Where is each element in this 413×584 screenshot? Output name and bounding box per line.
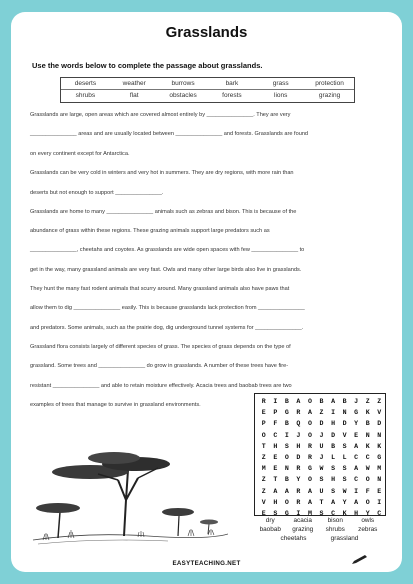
word-search-row bbox=[255, 497, 385, 508]
word-list-item: cheetahs bbox=[280, 535, 307, 542]
word-search-letter: B bbox=[284, 420, 289, 428]
word-bank-word: grazing bbox=[318, 92, 341, 99]
word-search-letter: U bbox=[319, 442, 324, 450]
word-bank bbox=[60, 77, 355, 103]
word-search-letter: A bbox=[307, 409, 312, 417]
word-search-letter: H bbox=[273, 442, 278, 450]
word-search-letter: O bbox=[307, 476, 312, 484]
word-search-letter: K bbox=[365, 409, 370, 417]
word-search-letter: E bbox=[273, 465, 278, 473]
word-search-letter: N bbox=[342, 409, 347, 417]
word-search-letter: O bbox=[365, 498, 370, 506]
word-search-letter: J bbox=[354, 398, 359, 406]
word-search-letter: A bbox=[354, 442, 359, 450]
word-search-letter: H bbox=[296, 442, 301, 450]
passage-line: resistant _______________ and able to retain moisture effectively. Acacia trees and baobab trees are two bbox=[30, 383, 292, 389]
word-bank-word: shrubs bbox=[75, 92, 96, 99]
word-search-letter: S bbox=[331, 465, 336, 473]
word-search-letter: N bbox=[377, 476, 382, 484]
word-list-item: grassland bbox=[330, 535, 359, 542]
word-search-row bbox=[255, 486, 385, 497]
word-search-letter: B bbox=[342, 398, 347, 406]
word-search-letter: Z bbox=[319, 409, 324, 417]
word-bank-word: burrows bbox=[171, 80, 195, 87]
word-search-letter: B bbox=[284, 476, 289, 484]
word-search-letter: Z bbox=[377, 398, 382, 406]
word-search-letter: M bbox=[307, 509, 312, 517]
word-search-letter: T bbox=[319, 498, 324, 506]
word-list-row bbox=[254, 516, 384, 525]
word-search-letter: E bbox=[261, 509, 266, 517]
word-search-letter: Z bbox=[261, 487, 266, 495]
passage-line: examples of trees that manage to survive in grassland environments. bbox=[30, 402, 201, 408]
word-search-letter: V bbox=[342, 431, 347, 439]
word-search-letter: R bbox=[307, 442, 312, 450]
word-bank-word: grass bbox=[272, 80, 289, 87]
word-search-letter: F bbox=[273, 420, 278, 428]
word-search-letter: B bbox=[365, 420, 370, 428]
word-search-letter: A bbox=[284, 487, 289, 495]
word-search-letter: M bbox=[377, 465, 382, 473]
word-search-letter: O bbox=[261, 431, 266, 439]
word-bank-word: deserts bbox=[74, 80, 97, 87]
word-search-letter: C bbox=[354, 454, 359, 462]
word-list-item: baobab bbox=[259, 526, 281, 533]
word-search-letter: J bbox=[319, 454, 324, 462]
word-search-row bbox=[255, 441, 385, 452]
word-bank-word: lions bbox=[274, 92, 288, 99]
word-search-letter: C bbox=[273, 431, 278, 439]
word-search-letter: A bbox=[354, 498, 359, 506]
word-search-letter: R bbox=[307, 454, 312, 462]
passage-line: _______________, cheetahs and coyotes. As grasslands are wide open spaces with few _______________ to bbox=[30, 247, 305, 253]
word-search-letter: O bbox=[307, 398, 312, 406]
word-search-letter: M bbox=[261, 465, 266, 473]
savanna-trees-illustration bbox=[28, 440, 228, 550]
word-search-letter: P bbox=[261, 420, 266, 428]
word-search-letter: D bbox=[319, 420, 324, 428]
passage-line: deserts but not enough to support _______________. bbox=[30, 190, 164, 196]
word-search-letter: G bbox=[354, 409, 359, 417]
word-search-letter: G bbox=[307, 465, 312, 473]
word-list-item: dry bbox=[265, 517, 275, 524]
word-search-letter: W bbox=[342, 487, 347, 495]
word-search-letter: V bbox=[261, 498, 266, 506]
word-list-row bbox=[254, 534, 384, 543]
word-search-letter: C bbox=[365, 454, 370, 462]
word-search-letter: K bbox=[377, 442, 382, 450]
instructions: Use the words below to complete the passage about grasslands. bbox=[32, 61, 263, 70]
word-search-letter: D bbox=[377, 420, 382, 428]
word-search-letter: W bbox=[365, 465, 370, 473]
word-search-letter: S bbox=[319, 476, 324, 484]
word-search-letter: N bbox=[284, 465, 289, 473]
word-list-item: shrubs bbox=[325, 526, 345, 533]
word-search-row bbox=[255, 407, 385, 418]
word-search-letter: R bbox=[261, 398, 266, 406]
word-list-item: acacia bbox=[293, 517, 312, 524]
word-bank-word: flat bbox=[129, 92, 139, 99]
passage-line: Grassland flora consists largely of different species of grass. The species of grass depends on the type of bbox=[30, 344, 291, 350]
word-search-letter: I bbox=[273, 398, 278, 406]
word-search-letter: Z bbox=[261, 454, 266, 462]
word-search-word-list bbox=[254, 516, 384, 543]
word-search-letter: A bbox=[307, 487, 312, 495]
word-search-grid bbox=[254, 393, 386, 516]
word-search-letter: O bbox=[284, 498, 289, 506]
word-search-letter: S bbox=[342, 442, 347, 450]
word-list-row bbox=[254, 525, 384, 534]
word-search-letter: Z bbox=[261, 476, 266, 484]
word-search-letter: Y bbox=[296, 476, 301, 484]
word-search-letter: D bbox=[296, 454, 301, 462]
word-search-letter: O bbox=[307, 431, 312, 439]
word-search-letter: A bbox=[354, 465, 359, 473]
word-search-letter: J bbox=[319, 431, 324, 439]
word-search-letter: R bbox=[296, 487, 301, 495]
word-search-letter: A bbox=[331, 498, 336, 506]
word-search-letter: V bbox=[377, 409, 382, 417]
word-search-letter: K bbox=[365, 442, 370, 450]
page-title: Grasslands bbox=[165, 24, 248, 41]
word-search-row bbox=[255, 396, 385, 407]
word-bank-word: weather bbox=[122, 80, 146, 87]
word-search-letter: T bbox=[273, 476, 278, 484]
word-search-letter: A bbox=[307, 498, 312, 506]
word-search-letter: N bbox=[377, 431, 382, 439]
word-list-item: owls bbox=[361, 517, 375, 524]
word-search-letter: F bbox=[365, 487, 370, 495]
passage-line: abundance of grass within these regions. These grazing animals support large predators such as bbox=[30, 228, 270, 234]
word-search-letter: S bbox=[342, 465, 347, 473]
word-search-row bbox=[255, 418, 385, 429]
word-search-letter: S bbox=[319, 509, 324, 517]
word-search-letter: S bbox=[331, 487, 336, 495]
word-search-letter: Y bbox=[365, 509, 370, 517]
word-search-letter: H bbox=[273, 498, 278, 506]
word-search-letter: A bbox=[331, 398, 336, 406]
word-search-letter: Y bbox=[354, 420, 359, 428]
word-search-letter: I bbox=[377, 498, 382, 506]
word-search-letter: Z bbox=[365, 398, 370, 406]
word-search-letter: D bbox=[342, 420, 347, 428]
passage-line: get in the way, many grassland animals are very fast. Owls and many other large birds also live in grasslands. bbox=[30, 267, 302, 273]
word-search-letter: T bbox=[261, 442, 266, 450]
word-list-item: grazing bbox=[292, 526, 314, 533]
word-search-letter: R bbox=[296, 409, 301, 417]
word-bank-word: obstacles bbox=[169, 92, 197, 99]
word-search-letter: I bbox=[284, 431, 289, 439]
word-search-letter: O bbox=[365, 476, 370, 484]
word-search-letter: B bbox=[331, 442, 336, 450]
passage-line: _______________ areas and are usually located between _______________ and forests. Grasslands are found bbox=[30, 131, 309, 137]
word-bank-word: bark bbox=[225, 80, 239, 87]
word-search-letter: A bbox=[296, 398, 301, 406]
word-search-letter: O bbox=[284, 454, 289, 462]
word-search-letter: D bbox=[331, 431, 336, 439]
word-search-letter: H bbox=[331, 420, 336, 428]
word-search-letter: H bbox=[354, 509, 359, 517]
pencil-icon bbox=[351, 555, 369, 565]
word-bank-row bbox=[61, 90, 354, 101]
word-search-row bbox=[255, 430, 385, 441]
word-search-letter: I bbox=[331, 409, 336, 417]
word-search-letter: S bbox=[342, 476, 347, 484]
word-search-letter: B bbox=[319, 398, 324, 406]
word-search-letter: E bbox=[354, 431, 359, 439]
word-search-row bbox=[255, 474, 385, 485]
word-search-letter: J bbox=[296, 431, 301, 439]
passage-line: They hunt the many fast rodent animals that scurry around. Many grassland animals also have paws that bbox=[30, 286, 290, 292]
word-search-letter: R bbox=[296, 465, 301, 473]
word-search-letter: G bbox=[284, 409, 289, 417]
word-search-letter: E bbox=[377, 487, 382, 495]
passage-line: on every continent except for Antarctica. bbox=[30, 151, 130, 157]
word-search-letter: Q bbox=[296, 420, 301, 428]
word-search-letter: O bbox=[307, 420, 312, 428]
word-list-item: zebras bbox=[358, 526, 378, 533]
passage-line: Grasslands can be very cold in winters and very hot in summers. They are dry regions, with more rain than bbox=[30, 170, 294, 176]
word-search-letter: K bbox=[342, 509, 347, 517]
word-search-letter: L bbox=[331, 454, 336, 462]
word-search-letter: C bbox=[331, 509, 336, 517]
word-search-letter: E bbox=[273, 454, 278, 462]
word-search-row bbox=[255, 452, 385, 463]
word-search-letter: P bbox=[273, 409, 278, 417]
passage-line: and predators. Some animals, such as the prairie dog, dig underground tunnel systems for _______________. bbox=[30, 325, 304, 331]
word-search-letter: B bbox=[284, 398, 289, 406]
passage-line: grassland. Some trees and _______________ do grow in grasslands. A number of these trees have fire- bbox=[30, 363, 289, 369]
passage-line: allow them to dig _______________ easily. This is because grasslands lack protection from _______________ bbox=[30, 305, 305, 311]
word-search-letter: R bbox=[296, 498, 301, 506]
word-search-letter: H bbox=[331, 476, 336, 484]
word-search-letter: Y bbox=[342, 498, 347, 506]
word-search-letter: L bbox=[342, 454, 347, 462]
word-search-row bbox=[255, 463, 385, 474]
footer-brand: EASYTEACHING.NET bbox=[172, 560, 241, 567]
word-search-letter: A bbox=[273, 487, 278, 495]
word-search-letter: S bbox=[284, 442, 289, 450]
passage-line: Grasslands are large, open areas which are covered almost entirely by _______________. They are very bbox=[30, 112, 291, 118]
word-search-letter: N bbox=[365, 431, 370, 439]
word-search-letter: C bbox=[354, 476, 359, 484]
passage-line: Grasslands are home to many _______________ animals such as zebras and bison. This is because of the bbox=[30, 209, 297, 215]
word-search-letter: S bbox=[273, 509, 278, 517]
word-search-letter: C bbox=[377, 509, 382, 517]
word-search-letter: I bbox=[296, 509, 301, 517]
word-search-letter: I bbox=[354, 487, 359, 495]
word-search-letter: W bbox=[319, 465, 324, 473]
word-search-letter: U bbox=[319, 487, 324, 495]
word-bank-word: protection bbox=[315, 80, 344, 87]
word-search-letter: G bbox=[284, 509, 289, 517]
word-bank-row bbox=[61, 78, 354, 90]
word-search-letter: G bbox=[377, 454, 382, 462]
word-list-item: bison bbox=[327, 517, 343, 524]
word-search-letter: E bbox=[261, 409, 266, 417]
word-bank-word: forests bbox=[222, 92, 242, 99]
